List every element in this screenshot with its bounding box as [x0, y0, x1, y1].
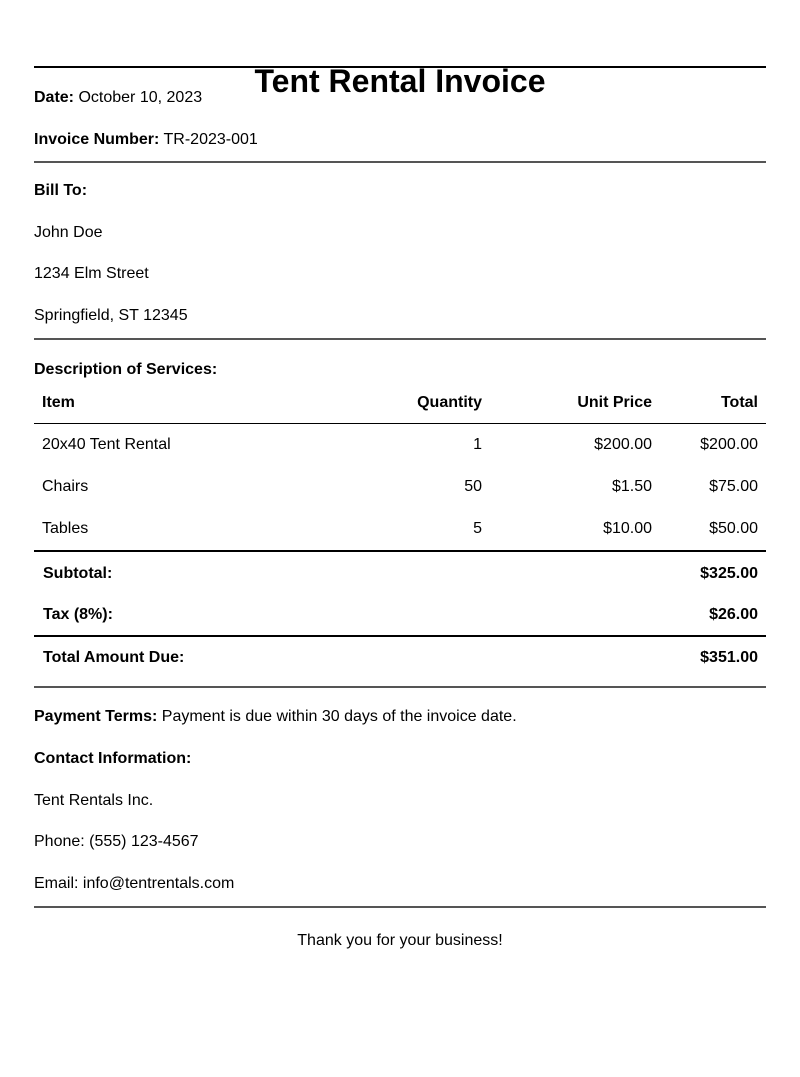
contact-label: Contact Information: [34, 750, 192, 767]
subtotal-row [34, 551, 766, 595]
bill-to-label: Bill To: [34, 182, 88, 199]
table-header-row [34, 383, 766, 424]
invoice-number-value: TR-2023-001 [163, 131, 258, 148]
column-header-item: Item [34, 383, 350, 424]
table-row [34, 508, 766, 551]
payment-terms-label: Payment Terms: [34, 708, 158, 725]
total-due-row [34, 636, 766, 679]
item-cell: Tables [42, 520, 89, 537]
date-value: October 10, 2023 [78, 89, 203, 106]
invoice-page [34, 0, 766, 950]
item-cell: 20x40 Tent Rental [42, 436, 171, 453]
bill-to-divider [34, 338, 766, 340]
total-due-value: $351.00 [700, 649, 758, 666]
bill-to-city: Springfield, ST 12345 [34, 307, 188, 324]
payment-terms-text: Payment is due within 30 days of the invoice date. [161, 708, 517, 725]
invoice-number-label: Invoice Number: [34, 131, 160, 148]
column-header-unit-price: Unit Price [490, 383, 660, 424]
table-row [34, 424, 766, 467]
quantity-cell: 5 [473, 520, 482, 537]
meta-divider [34, 161, 766, 163]
bill-to-street: 1234 Elm Street [34, 265, 149, 282]
unit-price-cell: $10.00 [603, 520, 652, 537]
total-cell: $200.00 [700, 436, 758, 453]
bill-to-name: John Doe [34, 224, 103, 241]
services-table [34, 383, 766, 679]
unit-price-cell: $200.00 [594, 436, 652, 453]
quantity-cell: 50 [464, 478, 482, 495]
item-cell: Chairs [42, 478, 89, 495]
date-label: Date: [34, 89, 75, 106]
contact-email: Email: info@tentrentals.com [34, 875, 235, 892]
total-cell: $75.00 [709, 478, 758, 495]
invoice-title: Tent Rental Invoice [254, 63, 546, 99]
tax-label: Tax (8%): [34, 595, 660, 636]
tax-row [34, 595, 766, 636]
contact-company: Tent Rentals Inc. [34, 792, 154, 809]
contact-phone: Phone: (555) 123-4567 [34, 833, 199, 850]
thank-you-note: Thank you for your business! [297, 932, 503, 949]
payment-terms-line [34, 708, 766, 726]
unit-price-cell: $1.50 [611, 478, 652, 495]
quantity-cell: 1 [473, 436, 482, 453]
total-due-label: Total Amount Due: [43, 649, 185, 666]
table-row [34, 466, 766, 508]
column-header-total: Total [660, 383, 766, 424]
services-divider [34, 686, 766, 688]
invoice-number-line [34, 131, 766, 149]
subtotal-value: $325.00 [660, 551, 766, 595]
total-cell: $50.00 [709, 520, 758, 537]
tax-value: $26.00 [660, 595, 766, 636]
subtotal-label: Subtotal: [34, 551, 660, 595]
services-label: Description of Services: [34, 361, 218, 378]
column-header-quantity: Quantity [350, 383, 490, 424]
contact-divider [34, 906, 766, 908]
